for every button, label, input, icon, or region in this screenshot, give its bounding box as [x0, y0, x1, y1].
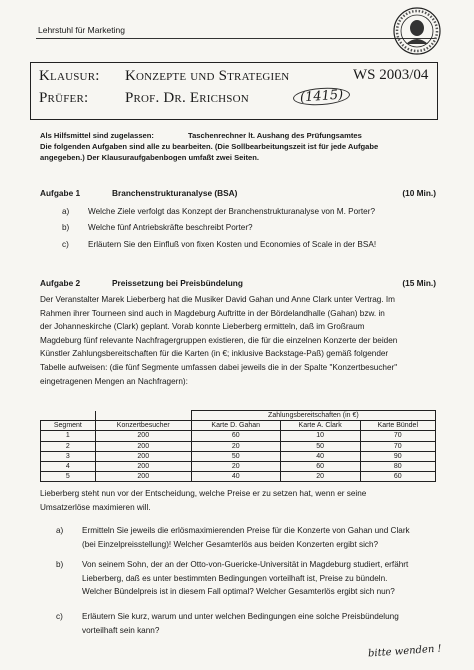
paragraph-line: Künstler Zahlungsbereitschaften für die Karten (in €; inklusive Backstage-Paß) gemäß folgender [40, 349, 389, 359]
instructions [40, 130, 436, 163]
table-cell: 80 [360, 461, 435, 471]
task2-time: (15 Min.) [402, 278, 436, 288]
semester: WS 2003/04 [353, 67, 429, 83]
table-cell: 90 [360, 451, 435, 461]
table-cell: 50 [191, 451, 280, 461]
table-cell: 3 [41, 451, 96, 461]
aids-value: Taschenrechner lt. Aushang des Prüfungsamtes [188, 131, 362, 140]
table-row [41, 431, 436, 441]
question-text: Welche fünf Antriebskräfte beschreibt Porter? [88, 223, 253, 232]
column-header: Konzertbesucher [95, 421, 191, 431]
table-cell: 200 [95, 461, 191, 471]
group-header: Zahlungsbereitschaften (in €) [191, 411, 435, 421]
table-header-row [41, 421, 436, 431]
task1-title: Branchenstrukturanalyse (BSA) [112, 188, 238, 198]
exam-title: Konzepte und Strategien [124, 68, 290, 84]
column-header: Karte Bündel [360, 421, 435, 431]
table-row [41, 451, 436, 461]
table-cell: 40 [191, 472, 280, 482]
table-cell: 60 [360, 472, 435, 482]
question-text: Welche Ziele verfolgt das Konzept der Branchenstrukturanalyse von M. Porter? [88, 207, 376, 216]
task2-question-b [56, 558, 440, 599]
table-cell: 2 [41, 441, 96, 451]
task1-header [40, 188, 436, 200]
task1-question [62, 207, 442, 219]
question-letter: c) [56, 612, 63, 621]
task1-question [62, 240, 442, 252]
instructions-line: angegeben.) Der Klausuraufgabenbogen umfaßt zwei Seiten. [40, 153, 259, 162]
table-cell: 70 [360, 441, 435, 451]
table-cell: 60 [280, 461, 360, 471]
question-letter: b) [56, 560, 64, 569]
paragraph-line: Tabelle aufweisen: (die fünf Segmente umfassen dabei jeweils die in der Spalte "Konzertbesucher" [40, 363, 398, 373]
exam-row [39, 68, 289, 85]
chair-name: Lehrstuhl für Marketing [38, 25, 125, 35]
table-cell: 5 [41, 472, 96, 482]
paragraph-line: der Johanneskirche (Clark) geplant. Vorab konnte Lieberberg ermitteln, daß im Großraum [40, 322, 365, 332]
table-row [41, 441, 436, 451]
aids-label: Als Hilfsmittel sind zugelassen: [40, 131, 154, 140]
task2-description [40, 293, 440, 388]
question-text: Erläutern Sie den Einfluß von fixen Kosten und Economies of Scale in der BSA! [88, 240, 377, 249]
column-header: Segment [41, 421, 96, 431]
question-line: Ermitteln Sie jeweils die erlösmaximierenden Preise für die Konzerte von Gahan und Clark [82, 526, 410, 535]
task2-header [40, 278, 436, 290]
university-seal-icon [392, 6, 442, 56]
task2-question-a [56, 524, 440, 551]
table-cell: 70 [360, 431, 435, 441]
task2-title: Preissetzung bei Preisbündelung [112, 278, 243, 288]
question-line: vorteilhaft sein kann? [82, 625, 160, 635]
table-cell: 60 [191, 431, 280, 441]
question-letter: c) [62, 240, 69, 249]
paragraph-line: Lieberberg steht nun vor der Entscheidung, welche Preise er zu setzen hat, wenn er seine [40, 489, 367, 498]
task1-number: Aufgabe 1 [40, 188, 81, 198]
question-letter: a) [56, 526, 64, 535]
question-line: Lieberberg, daß es unter bestimmten Bedingungen vorteilhaft ist, Preise zu bündeln. [82, 573, 388, 583]
table-cell: 200 [95, 441, 191, 451]
task2-question-c [56, 610, 440, 637]
table-row [41, 461, 436, 471]
header-rule [36, 38, 436, 39]
question-line: (bei Einzelpreisstellung)! Welcher Gesamterlös aus beiden Konzerten ergibt sich? [82, 539, 379, 549]
table-cell: 4 [41, 461, 96, 471]
examiner-row [39, 90, 249, 107]
paragraph-line: Rahmen ihrer Tourneen sind auch in Magdeburg Auftritte in der Bördelandhalle (Gahan) bzw. in [40, 308, 385, 318]
handwritten-number: (1415) [292, 86, 350, 107]
willingness-to-pay-table [40, 410, 436, 482]
column-header: Karte A. Clark [280, 421, 360, 431]
exam-label: Klausur: [39, 68, 100, 84]
table-row [41, 472, 436, 482]
paragraph-line: Der Veranstalter Marek Lieberberg hat die Musiker David Gahan und Anne Clark unter Vertrag. Im [40, 295, 395, 304]
examiner-label: Prüfer: [39, 90, 89, 106]
paragraph-line: Magdeburg fünf relevante Nachfragergruppen existieren, die für die einzelnen Konzerte der beiden [40, 335, 398, 345]
table-cell: 200 [95, 431, 191, 441]
paragraph-line: Umsatzerlöse maximieren will. [40, 502, 151, 512]
table-cell: 200 [95, 472, 191, 482]
question-line: Erläutern Sie kurz, warum und unter welchen Bedingungen eine solche Preisbündelung [82, 612, 399, 621]
table-cell: 50 [280, 441, 360, 451]
task1-question [62, 223, 442, 235]
table-cell: 10 [280, 431, 360, 441]
task2-number: Aufgabe 2 [40, 278, 81, 288]
question-line: Von seinem Sohn, der an der Otto-von-Guericke-Universität in Magdeburg studiert, erfährt [82, 560, 409, 569]
table-cell: 1 [41, 431, 96, 441]
question-letter: b) [62, 223, 70, 232]
examiner-name: Prof. Dr. Erichson [124, 90, 249, 106]
column-header: Karte D. Gahan [191, 421, 280, 431]
table-cell: 20 [280, 472, 360, 482]
question-line: Welcher Bündelpreis ist in diesem Fall optimal? Welcher Gesamterlös ergibt sich nun? [82, 587, 395, 597]
task1-time: (10 Min.) [402, 188, 436, 198]
decision-text [40, 487, 440, 514]
instructions-line: Die folgenden Aufgaben sind alle zu bearbeiten. (Die Sollbearbeitungszeit ist für jede Aufgabe [40, 142, 379, 151]
handwritten-note: bitte wenden ! [367, 643, 442, 660]
paragraph-line: eingetragenen Mengen an Nachfragern): [40, 376, 188, 386]
table-cell: 20 [191, 461, 280, 471]
exam-title-box [30, 62, 438, 120]
table-cell: 20 [191, 441, 280, 451]
table-cell: 200 [95, 451, 191, 461]
table-cell: 40 [280, 451, 360, 461]
question-letter: a) [62, 207, 70, 216]
